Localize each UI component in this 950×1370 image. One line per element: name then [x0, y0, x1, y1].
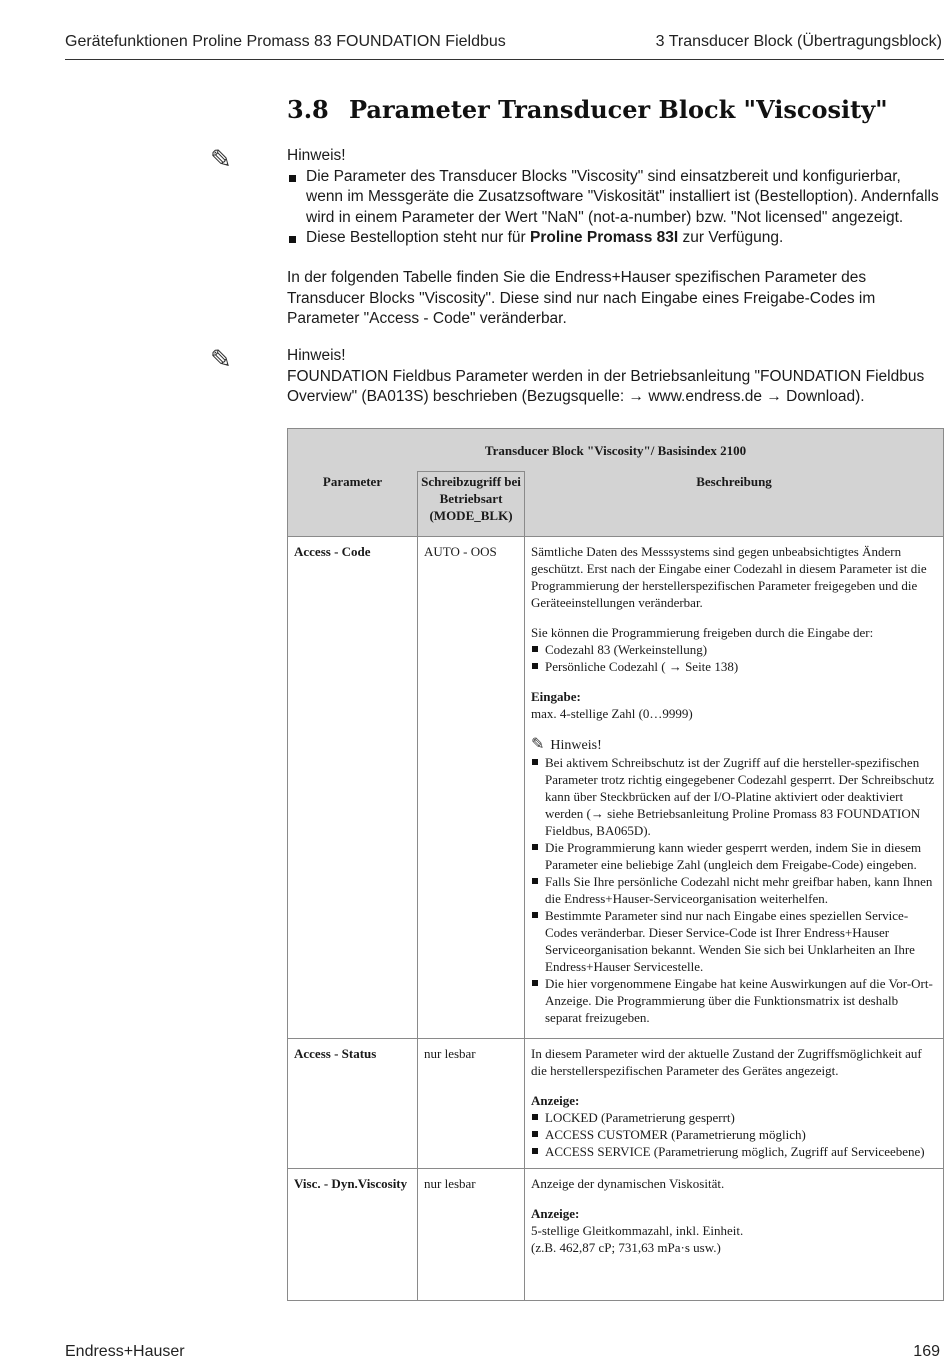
- section-number: 3.8: [287, 95, 329, 124]
- note-1-bullet-2-text: Diese Bestelloption steht nur für: [306, 229, 526, 246]
- desc-paragraph: Sämtliche Daten des Messsystems sind gegen unbeabsichtigtes Ändern geschützt. Erst nach der Eingabe einer Codezahl in diesem Parameter ist die Programmierung der herstellerspezifischen Parameter freigegeben und die Geräteeinstellungen veränderbar.: [531, 544, 927, 610]
- header-title-left: Gerätefunktionen Proline Promass 83 FOUNDATION Fieldbus: [65, 33, 506, 50]
- list-item: Bestimmte Parameter sind nur nach Eingabe eines speziellen Service-Codes veränderbar. Dieser Service-Code ist Ihrer Endress+Hauser Serviceorganisation bekannt. Wenden Sie sich bei Unklarheiten an Ihre Endress+Hauser Servicestelle.: [531, 907, 937, 975]
- col-header-parameter: Parameter: [288, 472, 418, 537]
- desc-input: [531, 688, 937, 722]
- param-name: Visc. - Dyn.Viscosity: [288, 1169, 418, 1301]
- parameter-table: [287, 428, 944, 1301]
- note-2-heading: Hinweis!: [287, 347, 346, 364]
- param-description: [525, 1039, 944, 1169]
- list-item: Die Programmierung kann wieder gesperrt werden, indem Sie in diesem Parameter eine beliebige Zahl (ungleich dem Freigabe-Code) eingeben.: [531, 839, 937, 873]
- note-1-product-name: Proline Promass 83I: [530, 229, 679, 246]
- hint-heading: [531, 735, 937, 754]
- list-item: LOCKED (Parametrierung gesperrt): [531, 1109, 937, 1126]
- col-header-description: Beschreibung: [525, 472, 944, 537]
- display-example: (z.B. 462,87 cP; 731,63 mPa·s usw.): [531, 1240, 721, 1255]
- input-label: Eingabe:: [531, 689, 581, 704]
- desc-paragraph: Anzeige der dynamischen Viskosität.: [531, 1176, 725, 1191]
- hint-label: Hinweis!: [550, 738, 602, 753]
- desc-display: [531, 1092, 937, 1160]
- param-description: [525, 537, 944, 1039]
- param-name: Access - Status: [288, 1039, 418, 1169]
- note-1-heading: Hinweis!: [287, 147, 346, 164]
- page-number: 169: [913, 1343, 940, 1360]
- display-text: 5-stellige Gleitkommazahl, inkl. Einheit.: [531, 1223, 744, 1238]
- desc-paragraph: In diesem Parameter wird der aktuelle Zustand der Zugriffsmöglichkeit auf die herstellerspezifischen Parameter des Gerätes angezeigt.: [531, 1046, 922, 1078]
- pencil-note-icon: ✎: [210, 145, 232, 175]
- intro-paragraph: In der folgenden Tabelle finden Sie die Endress+Hauser spezifischen Parameter des Transducer Blocks "Viscosity". Diese sind nur nach Eingabe eines Freigabe-Codes im Parameter "Access - Code" veränderbar.: [287, 269, 876, 327]
- note-1-bullet-1: Die Parameter des Transducer Blocks "Viscosity" sind einsatzbereit und konfigurierbar, wenn im Messgeräte die Zusatzsoftware "Viskosität" installiert ist (Bestelloption). Andernfalls wird in einem Parameter der Wert "NaN" (not-a-number) bzw. "Not licensed" angezeigt.: [287, 167, 942, 229]
- header-rule: [65, 59, 944, 60]
- note-2: [287, 346, 942, 408]
- input-text: max. 4-stellige Zahl (0…9999): [531, 706, 693, 721]
- note-2-text: FOUNDATION Fieldbus Parameter werden in der Betriebsanleitung "FOUNDATION Fieldbus Overview" (BA013S) beschrieben (Bezugsquelle: → www.endress.de → Download).: [287, 367, 925, 405]
- list-item: Falls Sie Ihre persönliche Codezahl nicht mehr greifbar haben, kann Ihnen die Endress+Hauser-Serviceorganisation weiterhelfen.: [531, 873, 937, 907]
- list-item: Die hier vorgenommene Eingabe hat keine Auswirkungen auf die Vor-Ort-Anzeige. Die Programmierung über die Funktionsmatrix ist deshalb separat freizugeben.: [531, 975, 937, 1026]
- table-row: [288, 1039, 944, 1169]
- param-mode: AUTO - OOS: [418, 537, 525, 1039]
- desc-hint: [531, 735, 937, 1026]
- param-mode: nur lesbar: [418, 1169, 525, 1301]
- note-1-bullet-2-tail: zur Verfügung.: [682, 229, 784, 246]
- desc-options: [531, 624, 937, 675]
- section-heading: [287, 95, 888, 124]
- list-item: ACCESS SERVICE (Parametrierung möglich, Zugriff auf Serviceebene): [531, 1143, 937, 1160]
- param-description: [525, 1169, 944, 1301]
- list-item: Codezahl 83 (Werkeinstellung): [531, 641, 937, 658]
- note-1-bullet-2: [287, 228, 942, 249]
- param-mode: nur lesbar: [418, 1039, 525, 1169]
- pencil-note-icon: ✎: [210, 345, 232, 375]
- table-header-row: [288, 472, 944, 537]
- table-row: [288, 1169, 944, 1301]
- table-row: [288, 537, 944, 1039]
- footer-company: Endress+Hauser: [65, 1343, 185, 1360]
- list-item: Persönliche Codezahl ( → Seite 138): [531, 658, 937, 675]
- display-label: Anzeige:: [531, 1206, 580, 1221]
- pencil-note-icon: ✎: [531, 734, 545, 753]
- display-label: Anzeige:: [531, 1093, 580, 1108]
- table-title: Transducer Block "Viscosity"/ Basisindex 2100: [288, 429, 944, 472]
- list-item: Bei aktivem Schreibschutz ist der Zugriff auf die hersteller-spezifischen Parameter trotz richtig eingegebener Codezahl gesperrt. Der Schreibschutz kann über Steckbrücken auf der I/O-Platine aktiviert oder deaktiviert werden (→ siehe Betriebsanleitung Proline Promass 83 FOUNDATION Fieldbus, BA065D).: [531, 754, 937, 839]
- header-title-right: 3 Transducer Block (Übertragungsblock): [655, 33, 942, 50]
- desc-paragraph: Sie können die Programmierung freigeben durch die Eingabe der:: [531, 625, 874, 640]
- desc-display: [531, 1205, 937, 1256]
- param-name: Access - Code: [288, 537, 418, 1039]
- list-item: ACCESS CUSTOMER (Parametrierung möglich): [531, 1126, 937, 1143]
- section-title: Parameter Transducer Block "Viscosity": [349, 95, 888, 124]
- col-header-write-access: Schreibzugriff bei Betriebsart (MODE_BLK): [418, 472, 525, 537]
- note-1: [287, 146, 942, 249]
